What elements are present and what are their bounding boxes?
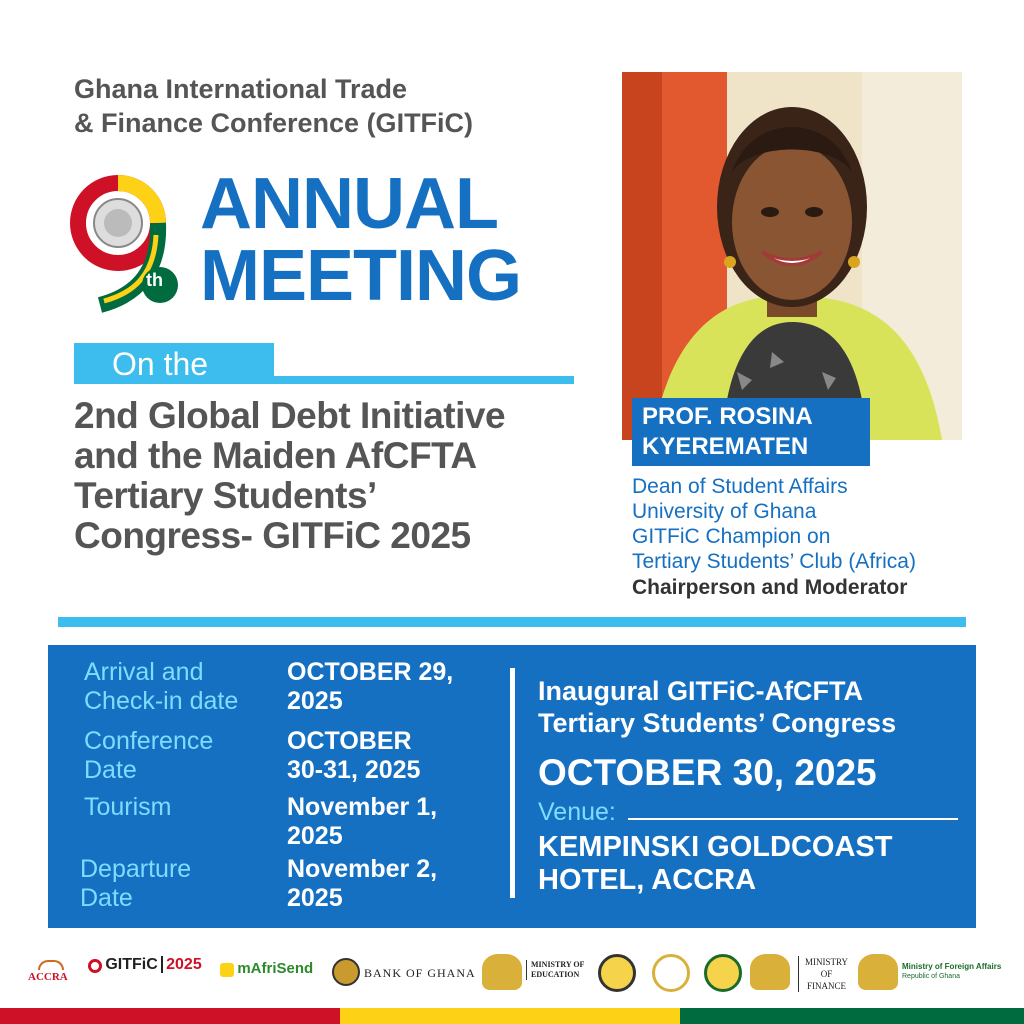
accra-arch-icon <box>38 960 64 970</box>
schedule-value-departure <box>287 855 437 913</box>
on-the-label: On the <box>112 346 209 382</box>
speaker-role-title: Chairperson and Moderator <box>632 576 908 599</box>
ministry-of-finance-label <box>798 956 848 992</box>
ministry-of-foreign-affairs-label <box>902 962 1001 982</box>
organizer-heading <box>74 72 594 140</box>
strip-red <box>0 1008 340 1024</box>
congress-date: OCTOBER 30, 2025 <box>538 752 877 793</box>
venue-underline <box>628 818 958 820</box>
gitfic-wordmark: GITFiC <box>105 956 158 973</box>
moe-line: MINISTRY OF <box>531 960 585 969</box>
accra-logo <box>28 960 78 984</box>
seal-emblem-icon <box>598 954 636 992</box>
speaker-name-line-1: PROF. ROSINA <box>642 403 813 430</box>
speaker-name-line-2: KYEREMATEN <box>642 433 809 460</box>
gitfic-logo <box>88 958 202 973</box>
speaker-role-line: Dean of Student Affairs <box>632 475 848 498</box>
schedule-vertical-divider <box>510 668 515 898</box>
speaker-photo <box>622 72 962 440</box>
speaker-name-tag <box>632 398 870 466</box>
value-line: 2025 <box>287 687 343 715</box>
mofa-sub-line: Republic of Ghana <box>902 973 960 980</box>
speaker-role-line: University of Ghana <box>632 500 817 523</box>
label-line: Check-in date <box>84 687 239 715</box>
label-line: Tourism <box>84 793 172 821</box>
schedule-value-tourism <box>287 793 437 851</box>
label-line: Date <box>84 756 137 784</box>
theme-line: and the Maiden AfCFTA <box>74 435 477 476</box>
partner-logos <box>20 948 1010 998</box>
schedule-value-conference <box>287 727 420 785</box>
speaker-role-line: Tertiary Students’ Club (Africa) <box>632 550 916 573</box>
schedule-label-conference <box>84 727 213 785</box>
ghana-colour-strip <box>0 1008 1024 1024</box>
label-line: Date <box>80 884 133 912</box>
organizer-line-2: & Finance Conference (GITFiC) <box>74 108 474 138</box>
speaker-affiliation <box>632 474 1012 574</box>
mafrisend-logo <box>220 962 313 977</box>
value-line: OCTOBER <box>287 727 412 755</box>
edition-suffix: th <box>146 270 163 290</box>
mof-line: OF <box>820 969 833 979</box>
ministry-of-education-label <box>526 960 584 980</box>
value-line: 30-31, 2025 <box>287 756 421 784</box>
mofa-line: Ministry of Foreign Affairs <box>902 962 1002 971</box>
value-line: OCTOBER 29, <box>287 658 454 686</box>
ninth-edition-logo <box>68 175 188 315</box>
schedule-value-arrival <box>287 658 453 716</box>
congress-title-line: Inaugural GITFiC-AfCFTA <box>538 676 863 706</box>
theme-line: Tertiary Students’ <box>74 475 377 516</box>
information-services-seal-icon <box>704 954 742 992</box>
event-title-line-2: MEETING <box>200 236 522 316</box>
bank-of-ghana-emblem-icon <box>332 958 360 986</box>
label-line: Departure <box>80 855 192 883</box>
label-line: Conference <box>84 727 214 755</box>
schedule-label-departure <box>80 855 191 913</box>
theme-line: 2nd Global Debt Initiative <box>74 395 506 436</box>
event-title-line-1: ANNUAL <box>200 164 498 244</box>
bank-of-ghana-name: BANK OF GHANA <box>364 966 476 980</box>
value-line: 2025 <box>287 884 343 912</box>
theme-line: Congress- GITFiC 2025 <box>74 515 471 556</box>
strip-gold <box>340 1008 680 1024</box>
schedule-label-arrival <box>84 658 238 716</box>
ghana-coat-of-arms-icon <box>482 954 522 990</box>
seal-emblem-icon <box>652 954 690 992</box>
theme-text <box>74 396 594 556</box>
congress-title <box>538 675 896 739</box>
mafrisend-wordmark: mAfriSend <box>237 960 314 977</box>
congress-title-line: Tertiary Students’ Congress <box>538 708 897 738</box>
mof-line: MINISTRY <box>805 957 849 967</box>
ghana-coat-of-arms-icon <box>750 954 790 990</box>
strip-green <box>680 1008 1024 1024</box>
venue-label: Venue: <box>538 798 616 826</box>
venue-line: KEMPINSKI GOLDCOAST <box>538 831 893 863</box>
organizer-line-1: Ghana International Trade <box>74 74 408 104</box>
gitfic-year: 2025 <box>161 956 202 973</box>
value-line: 2025 <box>287 822 343 850</box>
section-divider <box>58 617 966 627</box>
mafrisend-mark-icon <box>220 963 234 977</box>
moe-line: EDUCATION <box>531 970 580 979</box>
event-title <box>200 164 522 316</box>
gitfic-ring-icon <box>88 959 102 973</box>
schedule-label-tourism <box>84 793 172 822</box>
label-line: Arrival and <box>84 658 204 686</box>
venue-line: HOTEL, ACCRA <box>538 864 757 896</box>
mof-line: FINANCE <box>807 981 847 991</box>
ghana-coat-of-arms-icon <box>858 954 898 990</box>
value-line: November 2, <box>287 855 438 883</box>
speaker-role-line: GITFiC Champion on <box>632 525 831 548</box>
venue-name <box>538 831 892 897</box>
accra-wordmark: ACCRA <box>28 971 68 983</box>
value-line: November 1, <box>287 793 438 821</box>
